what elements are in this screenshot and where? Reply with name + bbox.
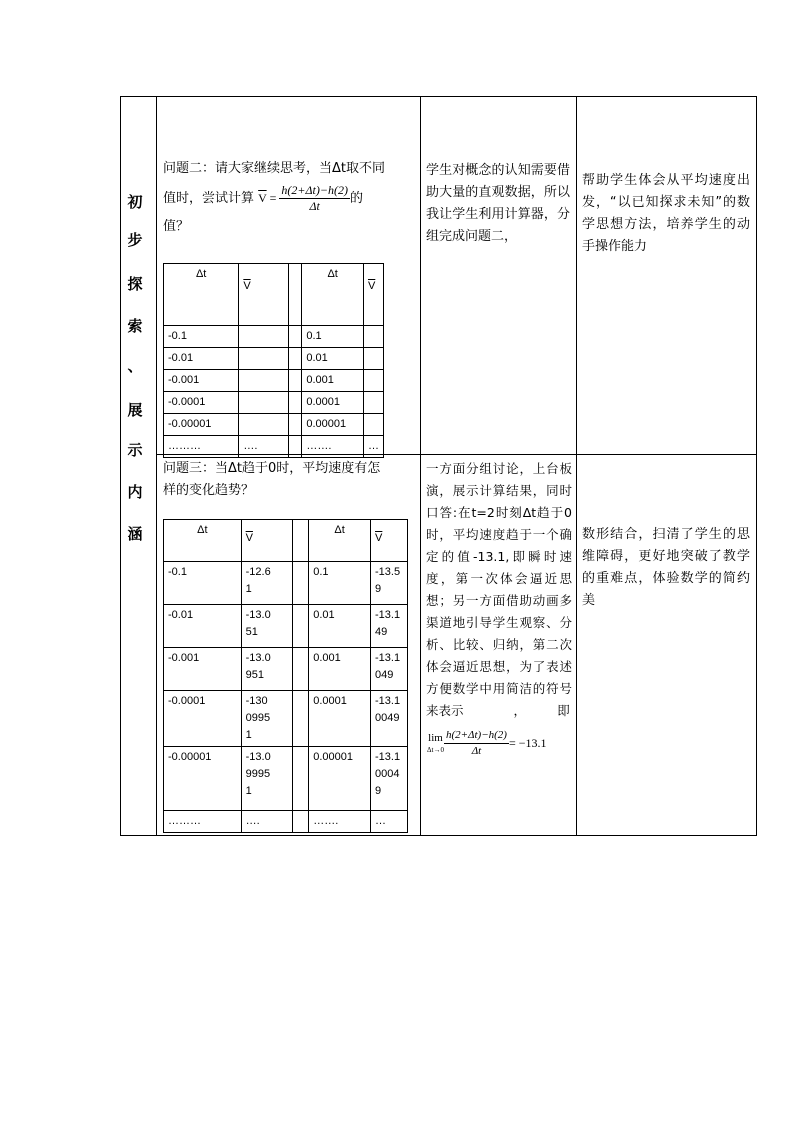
v-bar-cell: -13.1 049 <box>371 648 408 691</box>
header-delta-t: Δt <box>164 520 242 562</box>
v-bar-cell <box>239 414 288 436</box>
delta-t-cell: 0.1 <box>309 562 371 605</box>
limit-numerator: h(2+Δt)−h(2) <box>444 728 509 744</box>
delta-t-cell: 0.01 <box>302 348 364 370</box>
q2-line2-post: 的 <box>349 191 363 206</box>
delta-t-cell: 0.00001 <box>309 747 371 811</box>
v-bar-cell: -13.0 51 <box>241 605 293 648</box>
spacer-cell <box>293 648 309 691</box>
spacer-cell <box>293 520 309 562</box>
v-bar-cell <box>239 370 288 392</box>
v-bar-cell: -13.0 9995 1 <box>241 747 293 811</box>
v-bar-symbol: $\overline{V}$ <box>258 191 267 205</box>
delta-t-cell: -0.01 <box>164 348 239 370</box>
side-char: 索 <box>127 317 143 335</box>
delta-t-cell: 0.1 <box>302 326 364 348</box>
table-row <box>164 747 408 811</box>
delta-t-cell: -0.1 <box>164 562 242 605</box>
col-divider-3 <box>576 96 577 836</box>
delta-t-cell: ……. <box>309 811 371 833</box>
spacer-cell <box>288 392 302 414</box>
v-bar-cell: -13.1 49 <box>371 605 408 648</box>
delta-t-cell: -0.1 <box>164 326 239 348</box>
v-bar-cell: -13.5 9 <box>371 562 408 605</box>
v-bar-cell <box>363 370 383 392</box>
table-bottom-border <box>120 835 757 836</box>
side-char: 、 <box>127 357 143 375</box>
table-row <box>164 436 384 458</box>
lim-block <box>427 732 444 756</box>
delta-t-cell: ……… <box>164 436 239 458</box>
q2-intro2: 取不同 <box>346 161 386 176</box>
side-char: 内 <box>127 483 143 501</box>
design-intent-bottom: 数形结合，扫清了学生的思维障碍，更好地突破了教学的重难点，体验数学的简约美 <box>582 527 750 608</box>
delta-t-cell: -0.0001 <box>164 691 242 747</box>
q2-intro: 问题二：请大家继续思考，当 <box>163 161 333 176</box>
lim-subscript: Δt→0 <box>427 745 444 754</box>
delta-t-cell: 0.01 <box>309 605 371 648</box>
q2-line3: 值？ <box>163 219 190 234</box>
delta-t-cell: -0.00001 <box>164 747 242 811</box>
delta-t-cell: 0.001 <box>302 370 364 392</box>
table-row <box>164 811 408 833</box>
side-char: 探 <box>127 275 143 293</box>
table-header-row <box>164 264 384 326</box>
formula-numerator: h(2+Δt)−h(2) <box>281 183 348 197</box>
v-bar-cell <box>239 348 288 370</box>
header-v-bar: $\overline{V}$ <box>371 520 408 562</box>
table-row <box>164 414 384 436</box>
formula-denominator: Δt <box>309 199 320 213</box>
spacer-cell <box>293 562 309 605</box>
spacer-cell <box>288 326 302 348</box>
v-bar-cell: -12.6 1 <box>241 562 293 605</box>
limit-result: = −13.1 <box>508 736 547 750</box>
table-row <box>164 562 408 605</box>
v-bar-cell <box>239 392 288 414</box>
teaching-method-bottom: 一方面分组讨论，上台板演，展示计算结果，同时口答:在t=2时刻Δt趋于0时，平均速度趋于一个确定的值-13.1,即瞬时速度，第一次体会逼近思想；另一方面借助动画多渠道地引导学生观察、分析、比较、归纳，第二次体会逼近思想，为了表述方便数学中用简洁的符号来表示 ， 即 <box>426 461 572 718</box>
v-bar-cell: …. <box>241 811 293 833</box>
q3-line2: 样的变化趋势？ <box>163 483 255 498</box>
q2-delta: Δt <box>332 161 347 176</box>
delta-t-cell: ……. <box>302 436 364 458</box>
delta-table-2 <box>163 519 408 833</box>
delta-table-1 <box>163 263 384 458</box>
delta-t-cell: 0.0001 <box>302 392 364 414</box>
header-delta-t: Δt <box>309 520 371 562</box>
delta-t-cell: -0.00001 <box>164 414 239 436</box>
teaching-method-top: 学生对概念的认知需要借助大量的直观数据，所以我让学生利用计算器，分组完成问题二， <box>426 163 570 244</box>
lim-text: lim <box>428 731 443 744</box>
q3-line1: 问题三：当Δt趋于0时，平均速度有怎 <box>163 461 381 476</box>
header-v-bar: $\overline{V}$ <box>363 264 383 326</box>
equals-sign: = <box>266 191 280 205</box>
header-v-bar: $\overline{V}$ <box>239 264 288 326</box>
v-bar-cell: … <box>371 811 408 833</box>
v-bar-cell <box>363 326 383 348</box>
table-row <box>164 648 408 691</box>
v-bar-cell: …. <box>239 436 288 458</box>
header-delta-t: Δt <box>302 264 364 326</box>
v-bar-cell: -13.0 951 <box>241 648 293 691</box>
limit-fraction <box>444 728 509 759</box>
limit-formula <box>427 728 575 768</box>
spacer-cell <box>293 811 309 833</box>
v-bar-cell <box>363 414 383 436</box>
table-row <box>164 605 408 648</box>
table-row <box>164 392 384 414</box>
col-divider-2 <box>420 96 421 836</box>
v-bar-cell <box>363 392 383 414</box>
delta-t-cell: 0.0001 <box>309 691 371 747</box>
v-bar-cell: -13.1 0049 <box>371 691 408 747</box>
v-bar-cell <box>363 348 383 370</box>
side-char: 展 <box>127 401 143 419</box>
spacer-cell <box>293 747 309 811</box>
v-bar-cell <box>239 326 288 348</box>
design-intent-top: 帮助学生体会从平均速度出发，“以已知探求未知”的数学思想方法，培养学生的动手操作能力 <box>582 173 750 254</box>
spacer-cell <box>288 264 302 326</box>
spacer-cell <box>288 414 302 436</box>
v-bar-cell: … <box>363 436 383 458</box>
delta-t-cell: -0.001 <box>164 370 239 392</box>
question-2 <box>163 158 415 238</box>
table-right-border <box>756 96 757 836</box>
q2-line2-pre: 值时，尝试计算 <box>163 191 255 206</box>
avg-velocity-formula <box>279 183 350 214</box>
side-char: 步 <box>127 231 143 249</box>
delta-t-cell: -0.01 <box>164 605 242 648</box>
v-bar-cell: -13.1 0004 9 <box>371 747 408 811</box>
side-char: 涵 <box>127 525 143 543</box>
header-delta-t: Δt <box>164 264 239 326</box>
table-row <box>164 691 408 747</box>
side-char: 初 <box>127 193 143 211</box>
spacer-cell <box>293 605 309 648</box>
spacer-cell <box>288 436 302 458</box>
header-v-bar: $\overline{V}$ <box>241 520 293 562</box>
delta-t-cell: ……… <box>164 811 242 833</box>
delta-t-cell: -0.0001 <box>164 392 239 414</box>
table-row <box>164 370 384 392</box>
delta-t-cell: -0.001 <box>164 648 242 691</box>
limit-denominator: Δt <box>471 745 482 757</box>
delta-t-cell: 0.00001 <box>302 414 364 436</box>
delta-t-cell: 0.001 <box>309 648 371 691</box>
col-divider-1 <box>156 96 157 836</box>
table-top-border <box>120 96 757 97</box>
table-row <box>164 326 384 348</box>
table-row <box>164 348 384 370</box>
spacer-cell <box>293 691 309 747</box>
spacer-cell <box>288 348 302 370</box>
spacer-cell <box>288 370 302 392</box>
table-header-row <box>164 520 408 562</box>
question-3 <box>163 458 415 502</box>
side-char: 示 <box>127 441 143 459</box>
v-bar-cell: -130 0995 1 <box>241 691 293 747</box>
